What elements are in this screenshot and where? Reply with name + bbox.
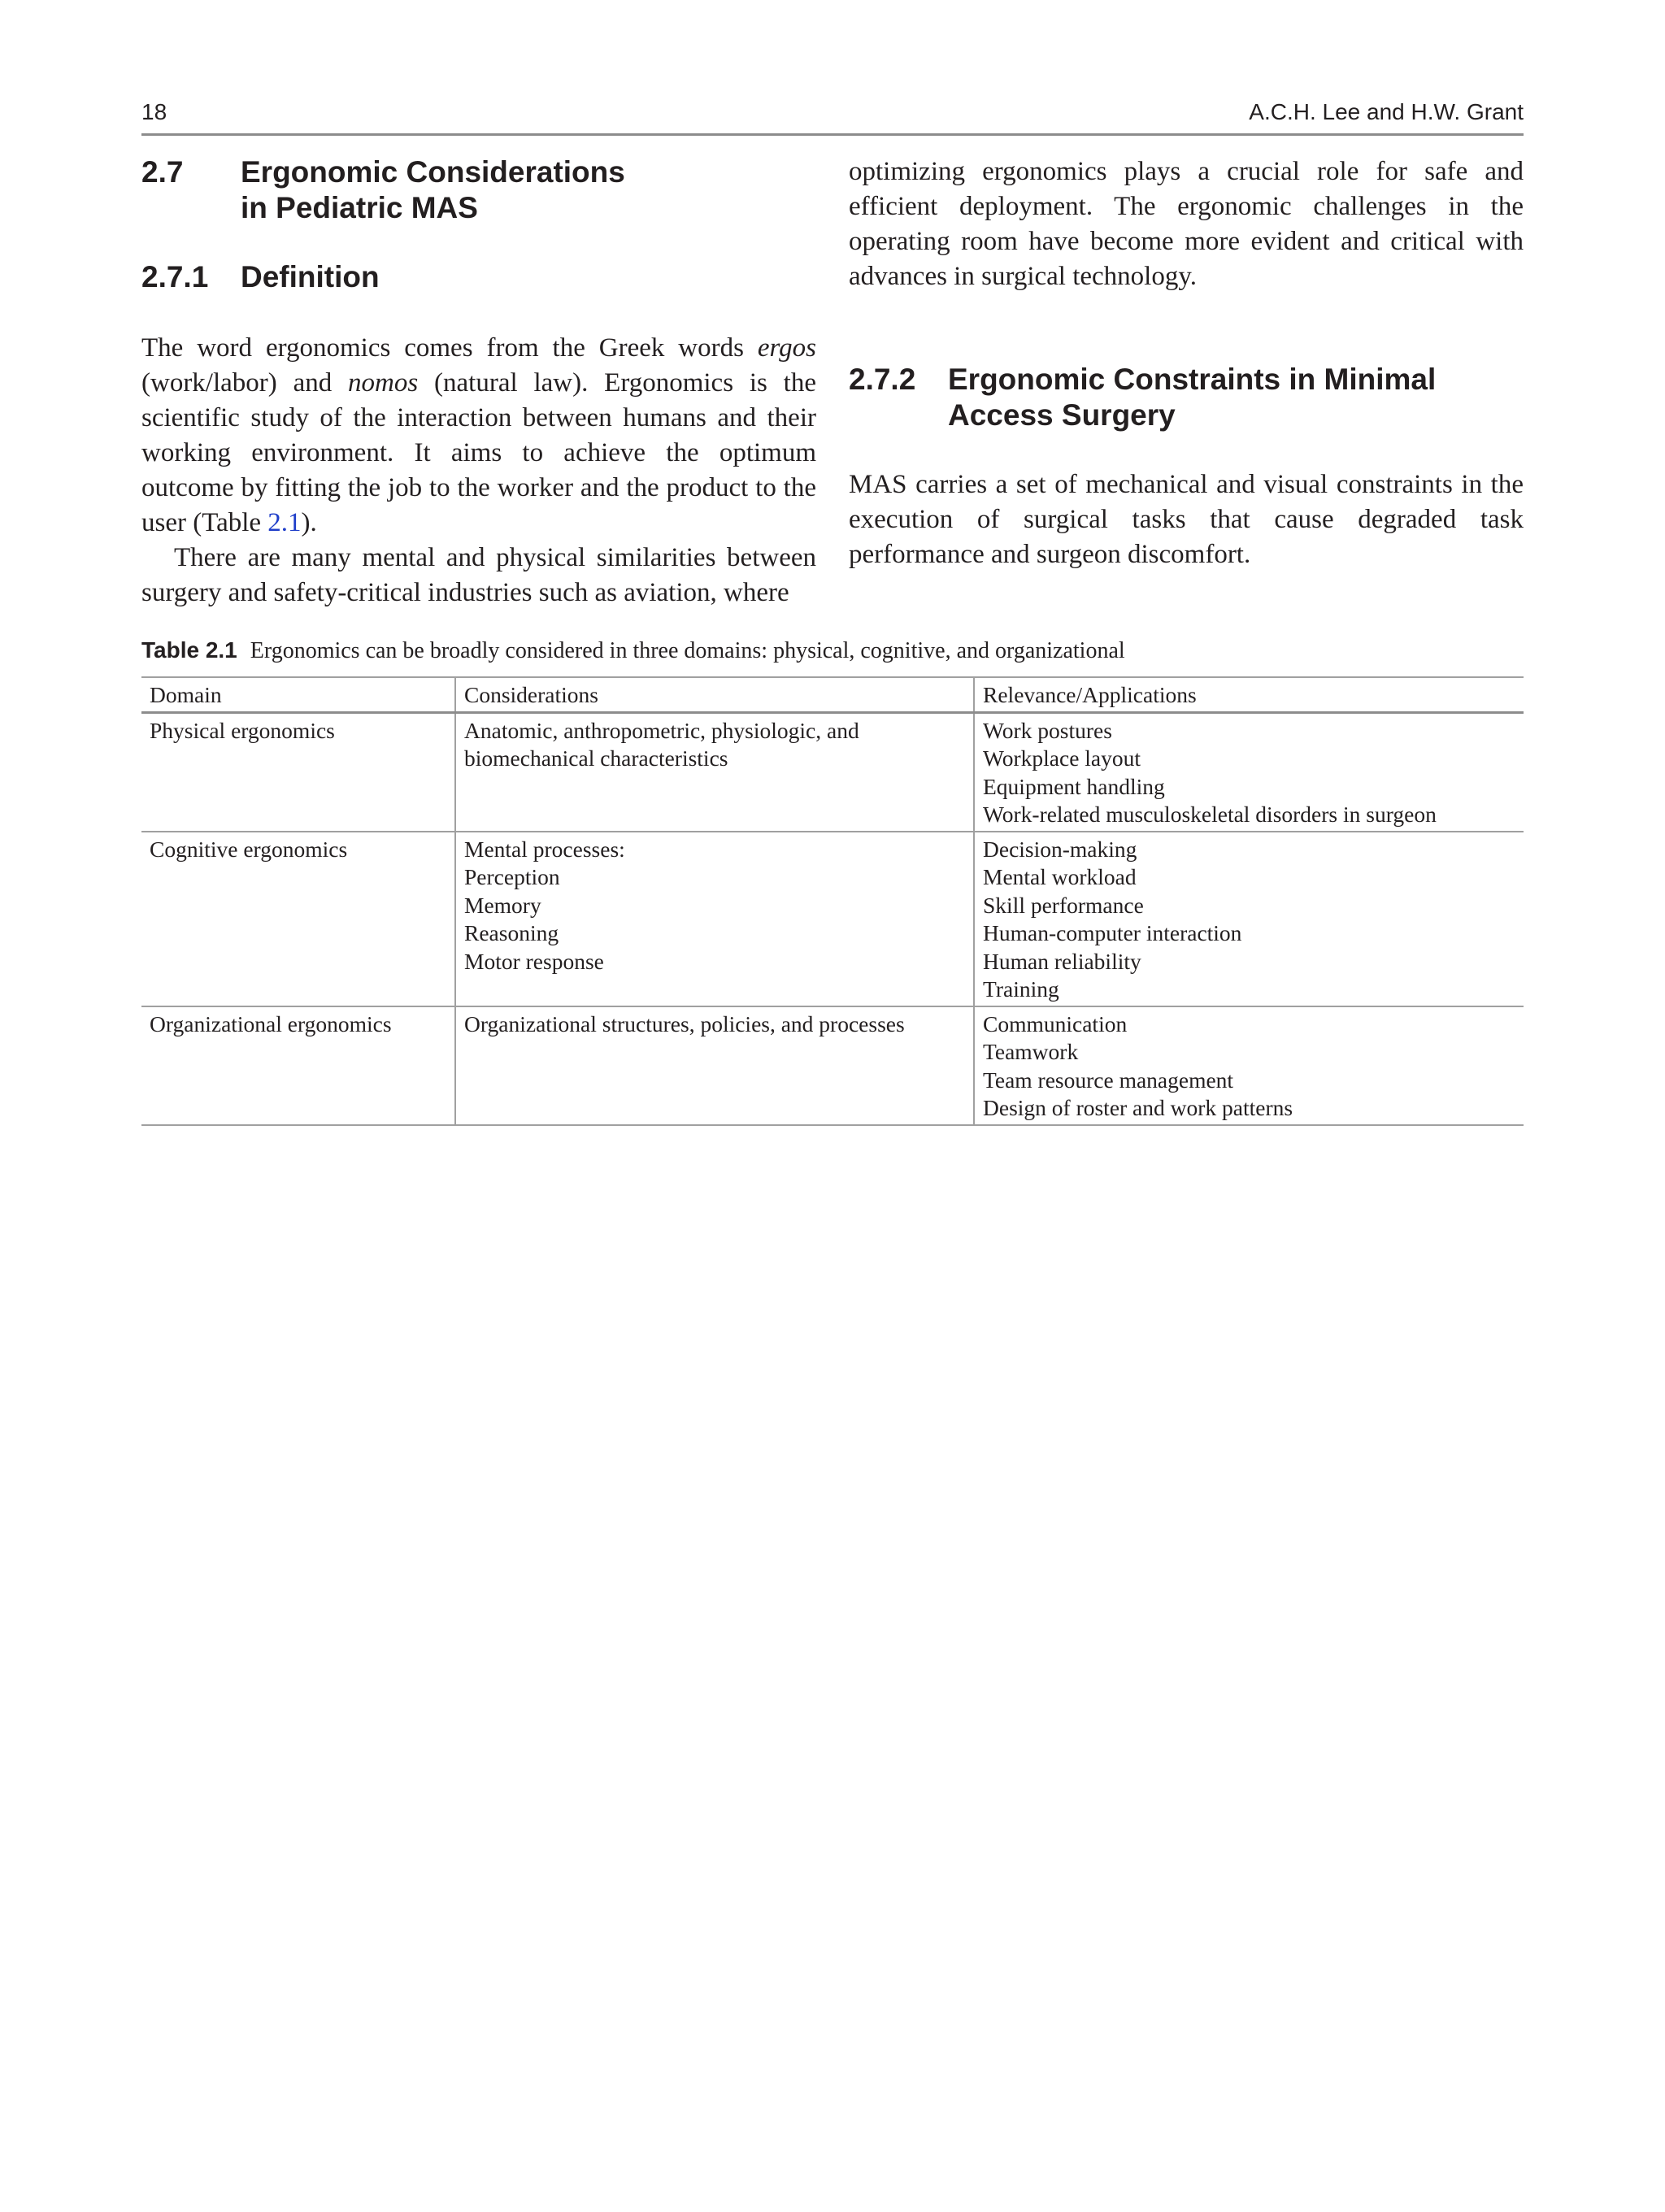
- table-reference-link[interactable]: 2.1: [267, 508, 302, 537]
- column-header: Domain: [150, 682, 222, 707]
- constraints-paragraph: MAS carries a set of mechanical and visual constraints in the execution of surgical tasks that cause degraded task performance and surgeon discomfort.: [849, 470, 1524, 569]
- table-row: [141, 1006, 1524, 1125]
- column-header: Relevance/Applications: [974, 677, 1524, 712]
- section-title-line-1: Ergonomic Considerations: [241, 155, 625, 189]
- relevance-cell: Decision-making Mental workload Skill performance Human-computer interaction Human reliability Training: [974, 832, 1524, 1006]
- subsection-number: 2.7.1: [141, 260, 209, 293]
- section-heading: [141, 154, 816, 226]
- subsection-heading-definition: [141, 259, 816, 295]
- table-label: Table 2.1: [141, 637, 237, 663]
- running-head-authors: A.C.H. Lee and H.W. Grant: [1249, 99, 1524, 124]
- table-row: [141, 712, 1524, 832]
- section-title: [241, 154, 816, 226]
- table-header-row: [141, 677, 1524, 712]
- relevance-cell: Communication Teamwork Team resource management Design of roster and work patterns: [974, 1006, 1524, 1125]
- domain-cell: Physical ergonomics: [150, 717, 335, 743]
- continued-paragraph: optimizing ergonomics plays a crucial role for safe and efficient deployment. The ergonomic challenges in the operating room have become more evident and critical with advances in surgical technology.: [849, 157, 1524, 291]
- table-row: [141, 832, 1524, 1006]
- relevance-cell: Work postures Workplace layout Equipment handling Work-related musculoskeletal disorders in surgeon: [974, 712, 1524, 832]
- subsection-heading-constraints: [849, 362, 1524, 433]
- table-caption: [141, 636, 1524, 666]
- section-title-line-2: in Pediatric MAS: [241, 191, 478, 224]
- domain-cell: Cognitive ergonomics: [150, 836, 348, 862]
- section-number: 2.7: [141, 155, 184, 189]
- page-number: 18: [141, 99, 167, 124]
- subsection-number-2: 2.7.2: [849, 363, 916, 396]
- subsection-title: Definition: [241, 260, 380, 293]
- subsection-title-2: Ergonomic Constraints in Minimal Access Surgery: [948, 363, 1437, 432]
- similarities-paragraph: There are many mental and physical similarities between surgery and safety-critical industries such as aviation, where: [141, 543, 816, 607]
- term-ergos: ergos: [757, 333, 816, 363]
- considerations-cell: Anatomic, anthropometric, physiologic, and biomechanical characteristics: [455, 712, 974, 832]
- table-caption-text: Ergonomics can be broadly considered in three domains: physical, cognitive, and organizational: [250, 638, 1125, 663]
- term-nomos: nomos: [348, 368, 419, 398]
- considerations-cell: Mental processes: Perception Memory Reasoning Motor response: [455, 832, 974, 1006]
- left-column: [141, 154, 816, 611]
- right-column: [849, 154, 1524, 572]
- considerations-cell: Organizational structures, policies, and processes: [455, 1006, 974, 1125]
- column-header: Considerations: [455, 677, 974, 712]
- definition-paragraph: The word ergonomics comes from the Greek words ergos (work/labor) and nomos (natural law). Ergonomics is the scientific study of the interaction between humans and their working environment. It aims to achieve the optimum outcome by fitting the job to the worker and the product to the user (Table 2.1).: [141, 333, 816, 537]
- domain-cell: Organizational ergonomics: [150, 1010, 392, 1036]
- running-head: [141, 96, 1524, 136]
- ergonomics-table: [141, 676, 1524, 1126]
